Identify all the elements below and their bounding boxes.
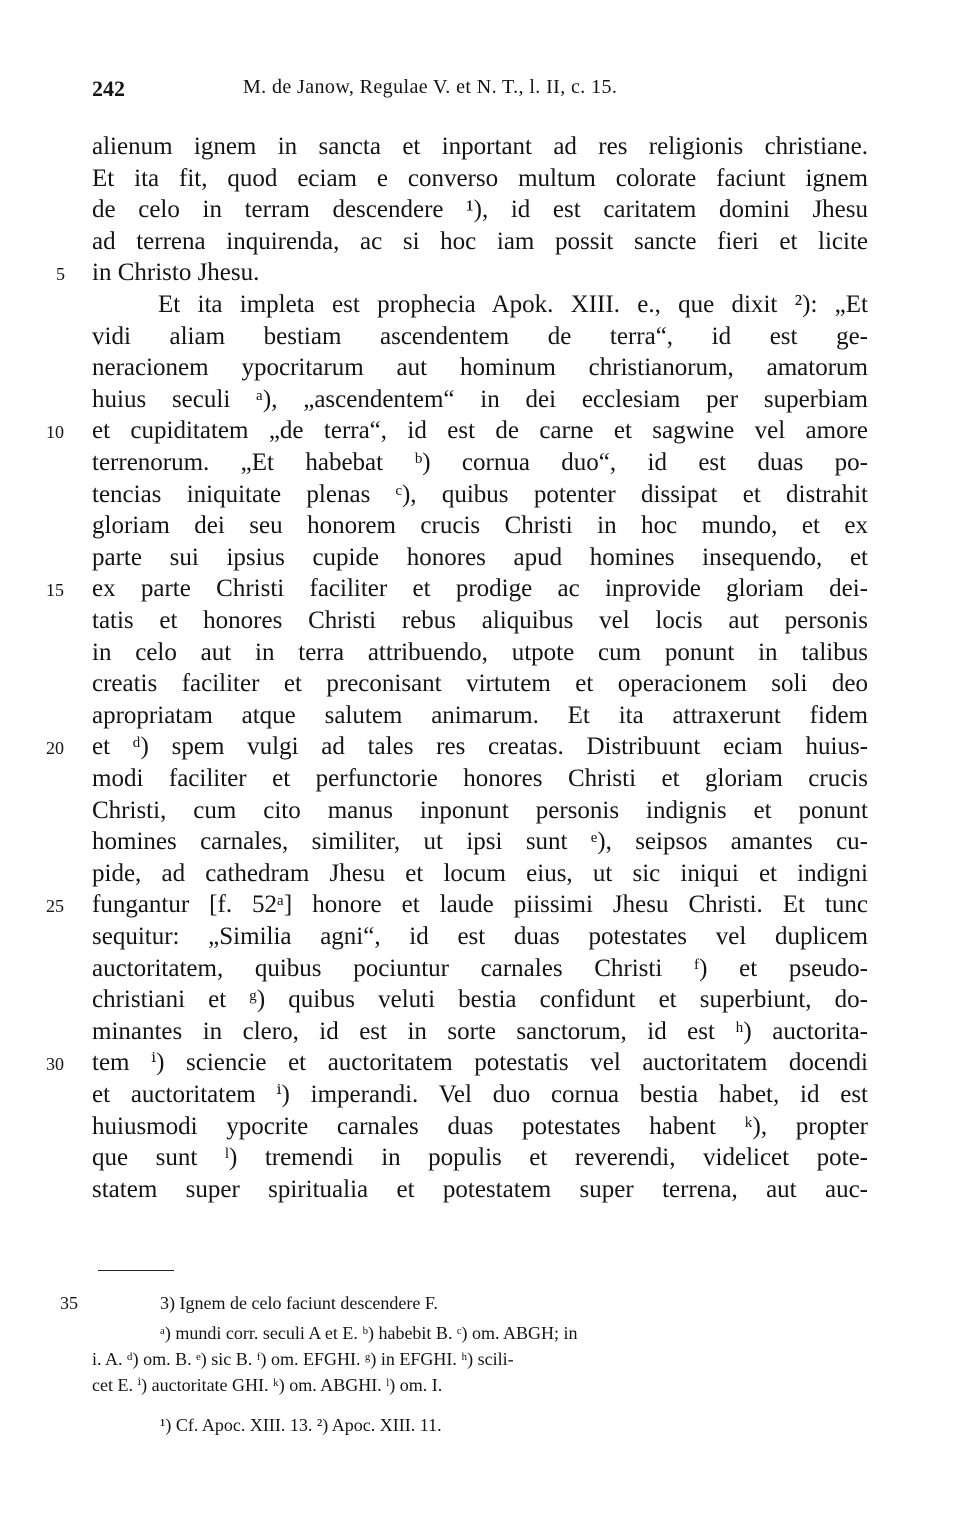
text-line: terrenorum. „Et habebat ᵇ) cornua duo“, id est duas po- [92, 449, 868, 476]
apparatus-line-number: 35 [60, 1293, 78, 1313]
text-line: creatis faciliter et preconisant virtutem et operacionem soli deo [92, 670, 868, 698]
text-line: alienum ignem in sancta et inportant ad res religionis christiane. [92, 133, 868, 160]
text-line: auctoritatem, quibus pociuntur carnales Christi ᶠ) et pseudo- [92, 954, 868, 982]
text-line: et ᵈ) spem vulgi ad tales res creatas. Distribuunt eciam huius- [92, 733, 868, 761]
footnote-3: 3) Ignem de celo faciunt descendere F. [160, 1293, 438, 1313]
apparatus-line: i. A. ᵈ) om. B. ᵉ) sic B. ᶠ) om. EFGHI. ᵍ) in EFGHI. ʰ) scili- [92, 1349, 514, 1369]
text-line: huius seculi ᵃ), „ascendentem“ in dei ecclesiam per superbiam [92, 385, 868, 413]
text-line: que sunt ˡ) tremendi in populis et reverendi, videlicet pote- [92, 1144, 868, 1172]
text-line: tencias iniquitate plenas ᶜ), quibus potenter dissipat et distrahit [92, 480, 868, 508]
text-line: Et ita impleta est prophecia Apok. XIII. e., que dixit ²): „Et [158, 291, 868, 318]
page-number: 242 [92, 76, 125, 101]
footnote-line-3 [60, 1290, 872, 1316]
line-number: 25 [46, 896, 64, 917]
text-line: statem super spiritualia et potestatem super terrena, aut auc- [92, 1175, 868, 1203]
text-line: modi faciliter et perfunctorie honores Christi et gloriam crucis [92, 765, 868, 792]
line-number: 5 [56, 264, 65, 285]
text-line: christiani et ᵍ) quibus veluti bestia confidunt et superbiunt, do- [92, 986, 868, 1014]
text-line: gloriam dei seu honorem crucis Christi in hoc mundo, et ex [92, 512, 868, 540]
text-line: parte sui ipsius cupide honores apud homines insequendo, et [92, 543, 868, 571]
text-line: apropriatam atque salutem animarum. Et ita attraxerunt fidem [92, 701, 868, 729]
text-line: fungantur [f. 52ᵃ] honore et laude piissimi Jhesu Christi. Et tunc [92, 891, 868, 919]
text-line: in celo aut in terra attribuendo, utpote cum ponunt in talibus [92, 638, 868, 666]
text-line: ex parte Christi faciliter et prodige ac inprovide gloriam dei- [92, 575, 868, 603]
apparatus-line: cet E. ⁱ) auctoritate GHI. ᵏ) om. ABGHI. ˡ) om. I. [92, 1375, 443, 1395]
text-line: et auctoritatem ⁱ) imperandi. Vel duo cornua bestia habet, id est [92, 1081, 868, 1108]
footnote-separator [98, 1270, 174, 1271]
running-title: M. de Janow, Regulae V. et N. T., l. II, c. 15. [243, 76, 618, 98]
page-header [0, 76, 960, 106]
text-line: de celo in terram descendere ¹), id est caritatem domini Jhesu [92, 196, 868, 224]
text-line: et cupiditatem „de terra“, id est de carne et sagwine vel amore [92, 417, 868, 445]
text-line: in Christo Jhesu. [92, 259, 260, 287]
line-number: 20 [46, 738, 64, 759]
text-line: homines carnales, similiter, ut ipsi sunt ᵉ), seipsos amantes cu- [92, 828, 868, 856]
line-number: 10 [46, 422, 64, 443]
text-line: tatis et honores Christi rebus aliquibus vel locis aut personis [92, 607, 868, 634]
text-line: Christi, cum cito manus inponunt personis indignis et ponunt [92, 796, 868, 824]
text-line: vidi aliam bestiam ascendentem de terra“, id est ge- [92, 322, 868, 350]
text-line: sequitur: „Similia agni“, id est duas potestates vel duplicem [92, 923, 868, 950]
text-line: pide, ad cathedram Jhesu et locum eius, ut sic iniqui et indigni [92, 859, 868, 887]
text-line: Et ita fit, quod eciam e converso multum colorate faciunt ignem [92, 164, 868, 192]
text-line: neracionem ypocritarum aut hominum christianorum, amatorum [92, 354, 868, 382]
line-number: 30 [46, 1054, 64, 1075]
source-footnotes: ¹) Cf. Apoc. XIII. 13. ²) Apoc. XIII. 11. [160, 1415, 442, 1435]
text-line: minantes in clero, id est in sorte sanctorum, id est ʰ) auctorita- [92, 1017, 868, 1045]
text-line: huiusmodi ypocrite carnales duas potestates habent ᵏ), propter [92, 1112, 868, 1140]
text-line: tem ⁱ) sciencie et auctoritatem potestatis vel auctoritatem docendi [92, 1049, 868, 1077]
apparatus-line: ᵃ) mundi corr. seculi A et E. ᵇ) habebit B. ᶜ) om. ABGH; in [160, 1323, 578, 1343]
text-line: ad terrena inquirenda, ac si hoc iam possit sancte fieri et licite [92, 227, 868, 255]
line-number: 15 [46, 580, 64, 601]
